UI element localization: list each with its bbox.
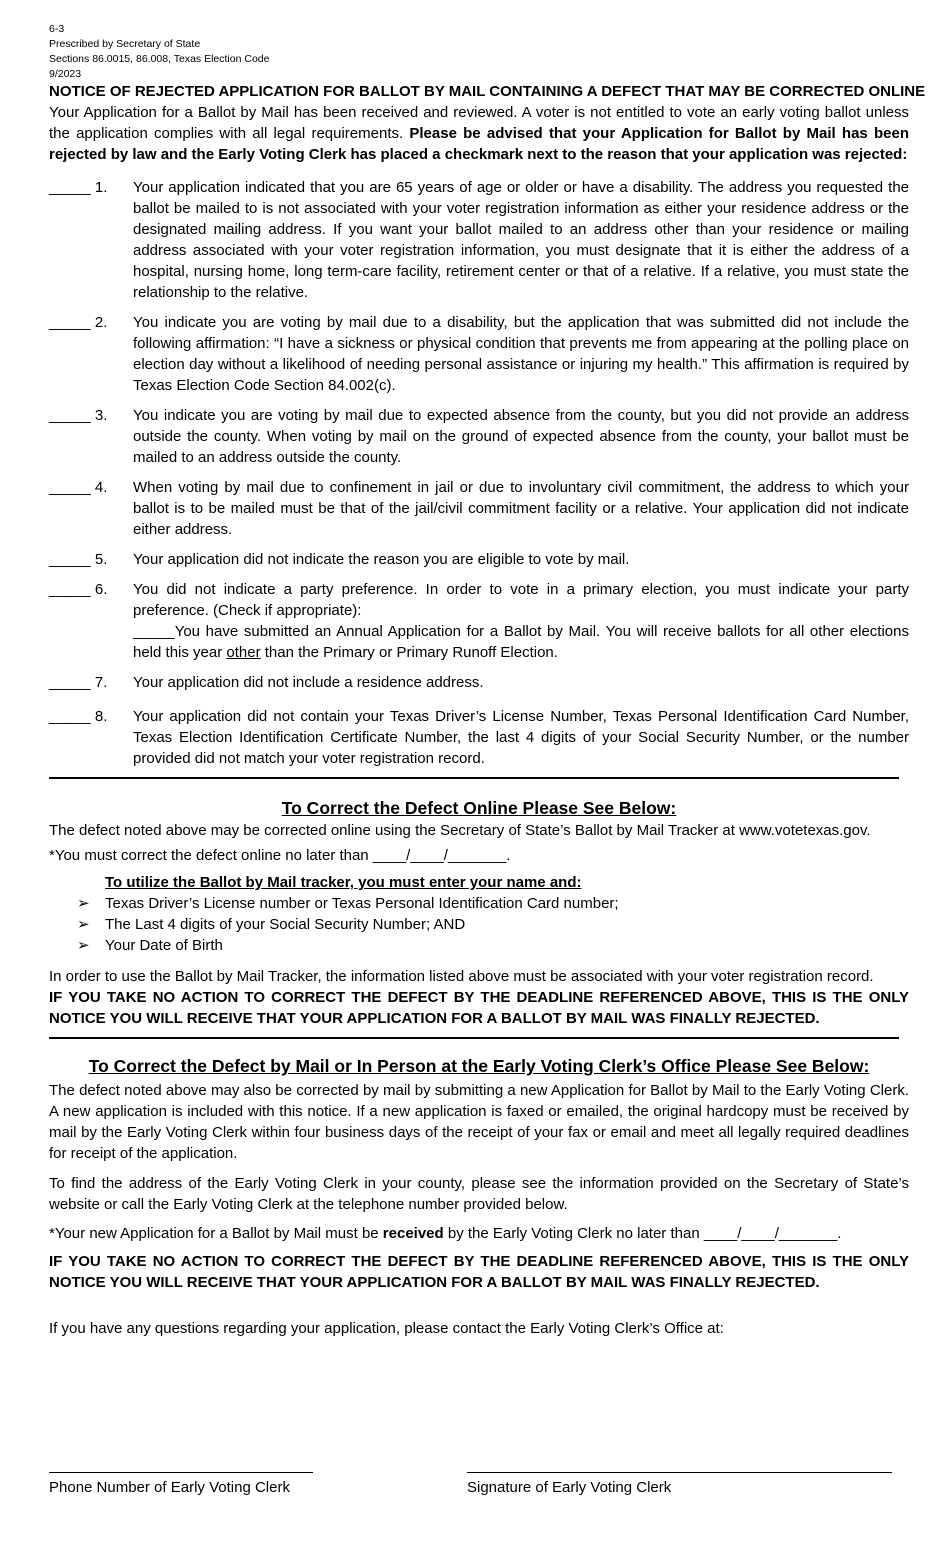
reason-text: Your application indicated that you are 65 years of age or older or have a disability. The address you requested the ballot be mailed to is not associated with your voter registration information as either your residence address or the designated mailing address. If you want your ballot mailed to an address other than your residence or mailing address associated with your voter registration information, you must designate that it is either the address of a hospital, nursing home, long term-care facility, retirement center or that of a relative. If a relative, you must state the relationship to the relative. [133,179,909,301]
reasons-list [49,177,909,769]
code-sections: Sections 86.0015, 86.008, Texas Election Code [49,53,270,65]
mail-deadline-text: *Your new Application for a Ballot by Mail must be [49,1225,383,1242]
phone-signature-block [49,1472,313,1496]
underlined-other: other [226,644,261,661]
reason-item [49,312,909,396]
list-item [77,893,909,914]
mail-description: The defect noted above may also be corrected by mail by submitting a new Application for Ballot by Mail to the Early Voting Clerk. A new application is included with this notice. If a new application is faxed or emailed, the original hardcopy must be received by mail by the Early Voting Clerk within four business days of the receipt of your fax or email and meet all legally required deadlines for receipt of the application. [49,1082,909,1162]
document-page [49,22,926,1339]
reason-text: You indicate you are voting by mail due to expected absence from the county, but you did not provide an address outside the county. When voting by mail on the ground of expected absence from the county, your ballot must be mailed to an address outside the county. [133,407,909,466]
party-preference-text: You did not indicate a party preference. In order to vote in a primary election, you must indicate your party preference. (Check if appropriate): [133,581,909,619]
form-header [49,22,909,82]
contact-paragraph: If you have any questions regarding your application, please contact the Early Voting Clerk’s Office at: [49,1320,724,1337]
annual-application-text: _____You have submitted an Annual Application for a Ballot by Mail. You will receive ballots for all other elections held this year [133,623,909,661]
list-item [77,914,909,935]
reason-checkbox-line[interactable]: _____ 2. [49,314,108,331]
signature-line[interactable] [467,1472,892,1473]
section-divider [49,1037,899,1039]
reason-item [49,549,909,570]
reason-item [49,477,909,540]
reason-checkbox-line[interactable]: _____ 1. [49,179,108,196]
list-item-text: Texas Driver’s License number or Texas Personal Identification Card number; [105,895,619,912]
mail-warning: IF YOU TAKE NO ACTION TO CORRECT THE DEFECT BY THE DEADLINE REFERENCED ABOVE, THIS IS THE ONLY NOTICE YOU WILL RECEIVE THAT YOUR APPLICATION FOR A BALLOT BY MAIL WAS FINALLY REJECTED. [49,1253,909,1291]
list-item-text: The Last 4 digits of your Social Security Number; AND [105,916,466,933]
reason-checkbox-line[interactable]: _____ 4. [49,479,108,496]
tracker-note: In order to use the Ballot by Mail Tracker, the information listed above must be associated with your voter registration record. [49,968,874,985]
notice-title: NOTICE OF REJECTED APPLICATION FOR BALLOT BY MAIL CONTAINING A DEFECT THAT MAY BE CORRECTED ONLINE [49,83,926,100]
reason-item [49,706,909,769]
received-bold: received [382,1225,444,1242]
reason-text: Your application did not indicate the reason you are eligible to vote by mail. [133,551,630,568]
annual-application-text-end: than the Primary or Primary Runoff Election. [260,644,558,661]
mail-deadline-text-end: by the Early Voting Clerk no later than ____/____/_______. [443,1225,842,1242]
online-section-heading: To Correct the Defect Online Please See Below: [281,798,677,818]
reason-checkbox-line[interactable]: _____ 3. [49,407,108,424]
intro-paragraph [49,102,909,165]
form-date: 9/2023 [49,68,82,80]
annual-application-option[interactable] [133,621,909,663]
reason-checkbox-line[interactable]: _____ 8. [49,708,108,725]
online-deadline: *You must correct the defect online no later than ____/____/_______. [49,847,511,864]
online-description: The defect noted above may be corrected online using the Secretary of State’s Ballot by Mail Tracker at www.votetexas.gov. [49,822,871,839]
reason-text: Your application did not contain your Texas Driver’s License Number, Texas Personal Identification Card Number, Texas Election Identification Certificate Number, the last 4 digits of your Social Security Number, or the number provided did not match your voter registration record. [133,708,909,767]
reason-item [49,579,909,663]
list-item-text: Your Date of Birth [105,937,223,954]
online-warning: IF YOU TAKE NO ACTION TO CORRECT THE DEFECT BY THE DEADLINE REFERENCED ABOVE, THIS IS THE ONLY NOTICE YOU WILL RECEIVE THAT YOUR APPLICATION FOR A BALLOT BY MAIL WAS FINALLY REJECTED. [49,989,909,1027]
reason-text: Your application did not include a residence address. [133,674,484,691]
reason-text: You indicate you are voting by mail due to a disability, but the application that was submitted did not include the following affirmation: “I have a sickness or physical condition that prevents me from appearing at the polling place on election day without a likelihood of needing personal assistance or injuring my health.” This affirmation is required by Texas Election Code Section 84.002(c). [133,314,909,394]
intro-text: Your Application for a Ballot by Mail has been received and reviewed. A voter is not entitled to vote an early voting ballot unless the application complies with all legal requirements. [49,104,909,142]
reason-checkbox-line[interactable]: _____ 7. [49,674,108,691]
section-divider [49,777,899,779]
reason-checkbox-line[interactable]: _____ 6. [49,581,108,598]
mail-deadline [49,1223,909,1244]
reason-text: When voting by mail due to confinement in jail or due to involuntary civil commitment, the address to which your ballot is to be mailed must be that of the jail/civil commitment facility or a relative. Your application did not indicate either address. [133,479,909,538]
prescribed-by: Prescribed by Secretary of State [49,38,201,50]
intro-bold-text: Please be advised that your Application for Ballot by Mail has been rejected by law and the Early Voting Clerk has placed a checkmark next to the reason that your application was rejected: [49,125,909,163]
list-item [77,935,909,956]
phone-number-line[interactable] [49,1472,313,1473]
reason-text [133,579,909,663]
reason-item [49,405,909,468]
tracker-requirements-list [77,893,909,956]
phone-number-label: Phone Number of Early Voting Clerk [49,1479,290,1496]
tracker-heading: To utilize the Ballot by Mail tracker, you must enter your name and: [105,874,582,891]
reason-item [49,672,909,693]
reason-item [49,177,909,303]
clerk-signature-block [467,1472,892,1496]
arrow-bullet-icon: ➢ [77,937,90,954]
find-clerk-paragraph: To find the address of the Early Voting Clerk in your county, please see the information provided on the Secretary of State’s website or call the Early Voting Clerk at the telephone number provided below. [49,1175,909,1213]
reason-checkbox-line[interactable]: _____ 5. [49,551,108,568]
mail-section-heading: To Correct the Defect by Mail or In Person at the Early Voting Clerk’s Office Please See Below: [88,1056,870,1076]
arrow-bullet-icon: ➢ [77,916,90,933]
signature-label: Signature of Early Voting Clerk [467,1479,672,1496]
form-number: 6-3 [49,23,65,35]
arrow-bullet-icon: ➢ [77,895,90,912]
